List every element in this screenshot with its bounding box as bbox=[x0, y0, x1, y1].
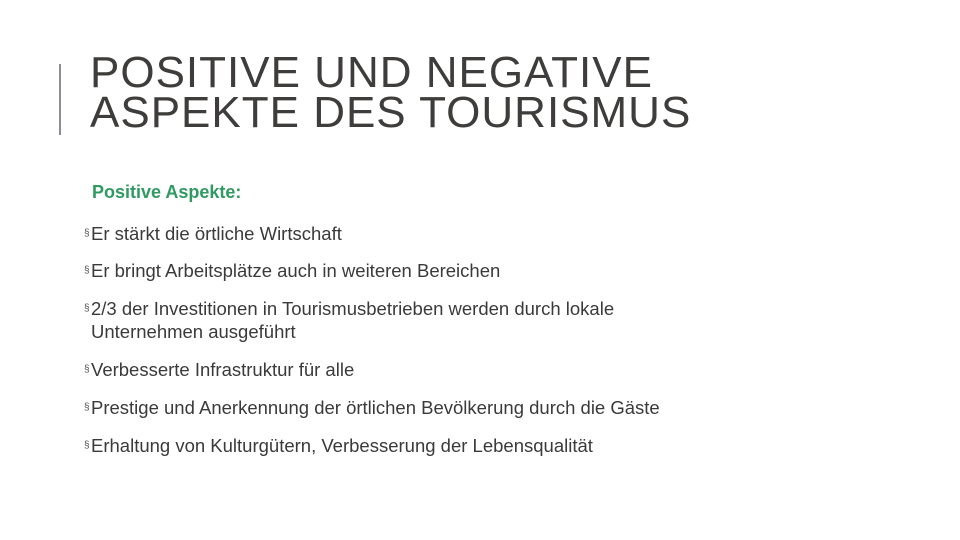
bullet-marker-icon: § bbox=[84, 265, 90, 276]
list-item-text: Er stärkt die örtliche Wirtschaft bbox=[91, 223, 342, 244]
bullet-marker-icon: § bbox=[84, 303, 90, 314]
slide-title bbox=[90, 48, 910, 137]
list-item bbox=[86, 434, 811, 457]
list-item bbox=[86, 297, 731, 343]
list-item-text: Erhaltung von Kulturgütern, Verbesserung der Lebensqualität bbox=[91, 435, 593, 456]
list-item bbox=[86, 358, 354, 381]
bullet-marker-icon: § bbox=[84, 228, 90, 239]
slide-title-line-1: POSITIVE UND NEGATIVE bbox=[90, 48, 653, 97]
bullet-marker-icon: § bbox=[84, 402, 90, 413]
section-subheading: Positive Aspekte: bbox=[92, 182, 242, 202]
list-item-text: 2/3 der Investitionen in Tourismusbetrieben werden durch lokale Unternehmen ausgeführt bbox=[91, 298, 615, 342]
bullet-marker-icon: § bbox=[84, 364, 90, 375]
list-item bbox=[86, 396, 811, 419]
slide-title-line-2: ASPEKTE DES TOURISMUS bbox=[90, 88, 692, 137]
bullet-marker-icon: § bbox=[84, 440, 90, 451]
list-item bbox=[86, 259, 500, 282]
title-accent-bar bbox=[59, 64, 61, 135]
list-item-text: Er bringt Arbeitsplätze auch in weiteren Bereichen bbox=[91, 260, 501, 281]
list-item-text: Verbesserte Infrastruktur für alle bbox=[91, 359, 355, 380]
list-item-text: Prestige und Anerkennung der örtlichen Bevölkerung durch die Gäste bbox=[91, 397, 660, 418]
list-item bbox=[86, 222, 342, 245]
